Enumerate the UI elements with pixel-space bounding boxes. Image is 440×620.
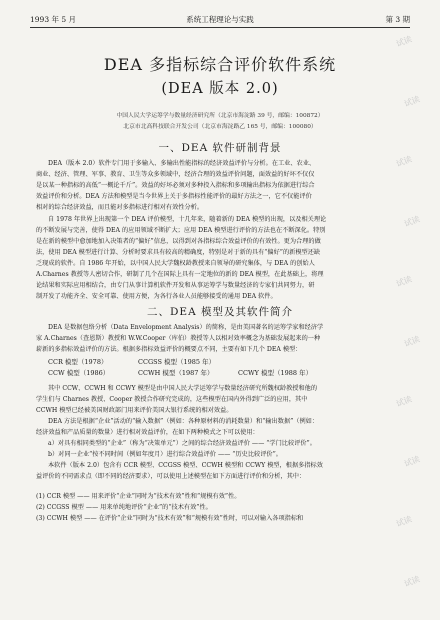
text-line: (2) CCGSS 模型 —— 用来单纯地评价“企业”的“技术有效”性。 <box>36 504 212 511</box>
text-line: CCWH 模型已经被美国财政部门用来评价美国大银行系统的相对效益。 <box>36 407 233 414</box>
model-row <box>36 357 408 368</box>
text-line: A.Charnes 教授等人密切合作，研制了几个在国际上具有一定地位的新的 DEA 模型，在此基础上，将理 <box>36 271 324 278</box>
text-line: a）对具有相同类型的“企业”（称为“决策单元”）之间的综合经济效益评价 —— “学门比较评价”。 <box>48 440 316 447</box>
watermark: 试读 <box>402 94 422 109</box>
affiliation-1: 中国人民大学运筹学与数量经济研究所（北京市海淀路 39 号，邮编：100872） <box>116 113 324 119</box>
text-line: DEA 是数据包络分析（Data Envelopment Analysis）的简称，是由美国著名的运筹学家和经济学 <box>48 324 324 331</box>
text-line: 商业、经济、管理、军事、教育、卫生等众多领域中，经济合理的效益评价问题，面效益的好坏不仅仅 <box>36 171 315 178</box>
watermark: 试读 <box>402 454 422 469</box>
text-line: 家 A.Charnes（查恩斯）教授和 W.W.Cooper（库伯）教授等人以相对效率概念为基础发展起来的一种 <box>36 335 321 342</box>
watermark: 试读 <box>394 514 414 529</box>
watermark: 试读 <box>402 574 422 589</box>
text-line: 学生们与 Charnes 教授、Cooper 教授合作研究完成的，这些模型在国内外得到广泛的应用，其中 <box>36 396 308 403</box>
text-line: DEA（版本 2.0）软件专门用于多输入、多输出性能指标的经济效益评价与分析。在工业、农业、 <box>48 160 316 167</box>
section-1-paragraph-2 <box>36 214 408 302</box>
section-2-heading: 二、DEA 模型及其软件简介 <box>146 306 293 318</box>
section-2-paragraph-2 <box>36 383 408 482</box>
text-line: 制开发了功能齐全、安全可靠、使用方便，为各行各业人员能够接受的通用 DEA 软件。 <box>36 293 277 300</box>
text-line: 益评价的不同需求点（即不同的经济要求），可以使用上述模型在如下方面进行评价和分析，其中： <box>36 473 306 480</box>
watermark: 试读 <box>402 334 422 349</box>
text-line: 法，使用 DEA 模型进行计算、分析时要求具有较高的精确度，特别是对于新的具有“偏好”的新模型还缺 <box>36 249 321 256</box>
text-line: 是在新的模型中愈加地加入决策者的“偏好”信息，以得到对各指标综合效益评价的有效性。更为合理的做 <box>36 238 321 245</box>
watermark: 试读 <box>394 34 414 49</box>
affiliation-2: 北京市北高科技联合开发公司（北京市海淀路乙 165 号，邮编：100080） <box>123 124 317 130</box>
model-item: CCWH 模型（1987 年） <box>138 369 214 377</box>
text-line: b）对同一企业“按不同时间（例如年度月）进行综合效益评价 —— “历史比较评价”。 <box>48 451 282 458</box>
text-line: 相对的综合经济效益，而且能对多指标进行相对有效性分析。 <box>36 204 204 211</box>
text-line: DEA 方法是根据“企业”活动的“输入数据”（例如：各种原材料的消耗数量）和“输出数据”（例如： <box>48 418 319 425</box>
watermark: 试读 <box>402 214 422 229</box>
section-1-paragraph-1 <box>36 158 408 213</box>
text-line: 是以某一种指标的高低“一概论千斤”。效益的好坏必须对多种投入指标和多项输出指标为依据进行综合 <box>36 182 315 189</box>
text-line: 其中 CCW、CCWH 和 CCWY 模型是由中国人民大学运筹学与数量经济研究所魏权龄教授和他的 <box>48 385 318 392</box>
section-2-paragraph-1 <box>36 322 408 355</box>
text-line: 自 1978 年世界上出现第一个 DEA 评价模型，十几年来，随着新的 DEA 模型的出现，以及相关理论 <box>48 216 327 223</box>
model-item: CCW 模型（1986） <box>48 369 110 377</box>
model-item: CCGSS 模型（1985 年） <box>138 358 216 366</box>
header-rule <box>30 27 410 28</box>
header-journal: 系统工程理论与实践 <box>186 15 254 24</box>
model-item: CCWY 模型（1988 年） <box>238 369 313 377</box>
text-line: 效益评价和分析。DEA 方法和模型是当今世界上关于多指标性能评价的最好方法之一，它不仅能评价 <box>36 193 312 200</box>
watermark: 试读 <box>394 394 414 409</box>
text-line: (1) CCR 模型 —— 用来评价“企业”同时为“技术有效”性和“规模有效”性。 <box>36 493 241 500</box>
watermark: 试读 <box>394 154 414 169</box>
text-line: 本软件（版本 2.0）包含有 CCR 模型、CCGSS 模型、CCWH 模型和 CCWY 模型，根据多指标效 <box>48 462 323 469</box>
section-2-model-uses <box>36 491 408 524</box>
text-line: 乏现成的软件。自 1986 年开始，以中国人民大学魏权龄教授来自领导的研究集体，与 DEA 的创始人 <box>36 260 315 267</box>
header-date: 1993 年 5 月 <box>30 15 77 24</box>
model-list <box>36 357 408 379</box>
model-item <box>238 357 338 368</box>
paper-title: DEA 多指标综合评价软件系统 <box>103 55 337 74</box>
text-line: 崭新的多指标效益评价的方法。根据多指标效益评价的概要点不同，主要有如下几个 DEA 模型： <box>36 346 302 353</box>
model-row <box>36 368 408 379</box>
header-issue: 第 3 期 <box>385 15 410 24</box>
section-1-heading: 一、DEA 软件研制背景 <box>158 142 282 154</box>
watermark: 试读 <box>394 274 414 289</box>
paper-subtitle: (DEA 版本 2.0) <box>161 81 279 97</box>
text-line: 的不断发展与完善，使得 DEA 的应用领域不断扩大；应用 DEA 模型进行评价的方法也在不断深化。特别 <box>36 227 326 234</box>
text-line: 论结果和实际应用相结合，由专门从事计算机软件开发和从事运筹学与数量经济的专家们共同努力，研 <box>36 282 315 289</box>
text-line: 经济效益和产品质量的数量）进行相对效益评价，在如下两种模式之下可以使用： <box>36 429 259 436</box>
text-line: (3) CCWH 模型 —— 在评价“企业”同时为“技术有效”和“规模有效”性时，可以对输入各项指标和 <box>36 515 304 522</box>
model-item: CCR 模型（1978） <box>48 358 108 366</box>
